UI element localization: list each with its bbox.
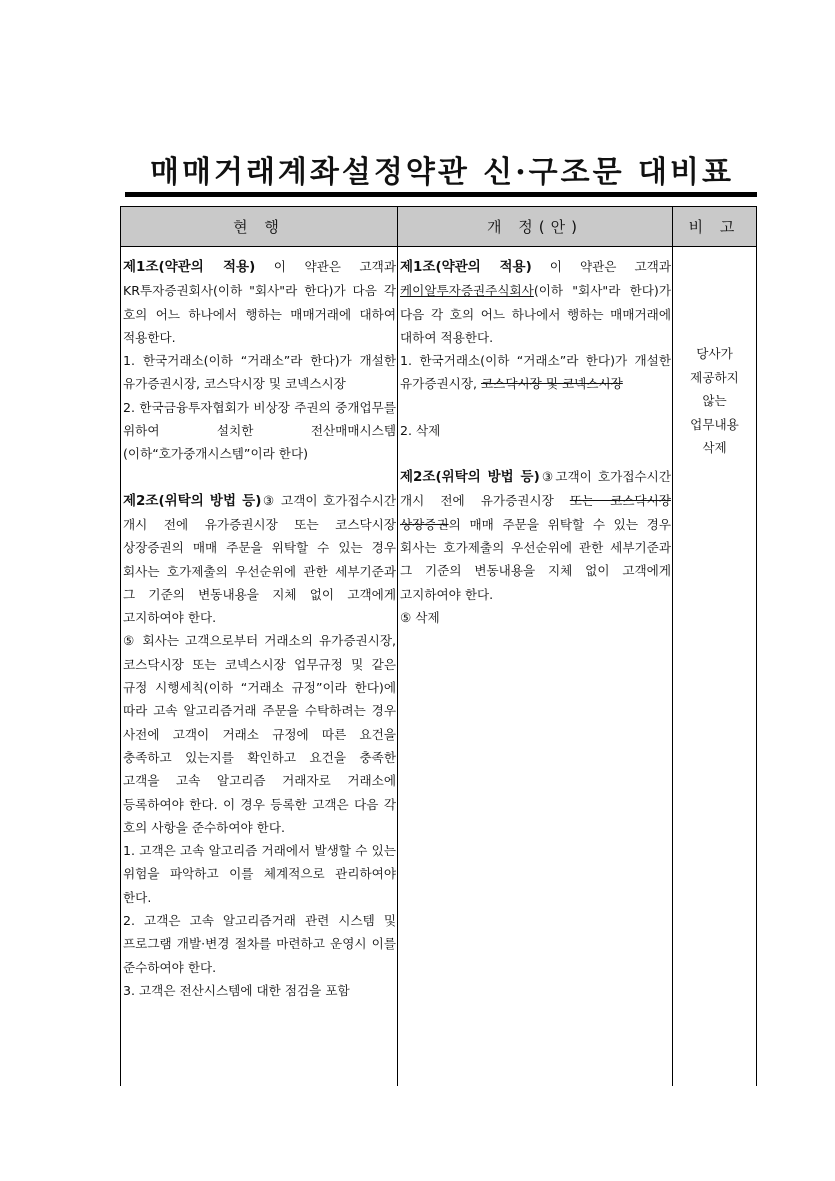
- comparison-table: [120, 206, 757, 1086]
- article-body: 이 약관은 고객과 KR투자증권회사(이하 "회사"라 한다)가 다음 각 호의 어느 하나에서 행하는 매매거래에 대하여 적용한다.: [123, 259, 396, 345]
- title-underline: [125, 192, 757, 197]
- current-article-2-para-5-item-1: 1. 고객은 고속 알고리즘 거래에서 발생할 수 있는 위험을 파악하고 이를 체계적으로 관리하여야 한다.: [123, 843, 396, 905]
- revised-article-1-item-2: 2. 삭제: [400, 422, 441, 438]
- current-article-1-item-2: 2. 한국금융투자협회가 비상장 주권의 중개업무를 위하여 설치한 전산매매시스템(이하“호가중개시스템”이라 한다): [123, 399, 396, 462]
- column-current: [120, 247, 398, 1086]
- revised-article-1-item-1: 1. 한국거래소(이하 “거래소”라 한다)가 개설한 유가증권시장, 코스닥시장 및 코넥스시장: [400, 353, 671, 392]
- current-article-1-item-1: 1. 한국거래소(이하 “거래소”라 한다)가 개설한 유가증권시장, 코스닥시장 및 코넥스시장: [123, 353, 396, 392]
- current-article-2-para-5-item-2: 2. 고객은 고속 알고리즘거래 관련 시스템 및 프로그램 개발·변경 절차를 마련하고 운영시 이를 준수하여야 한다.: [123, 913, 396, 975]
- revised-article-2-para-3: 제2조(위탁의 방법 등)③고객이 호가접수시간 개시 전에 유가증권시장 또는 코스닥시장 상장증권의 매매 주문을 위탁할 수 있는 경우 회사는 호가제출의 우선순위에 관한 세부기준과 그 기준의 변동내용을 지체 없이 고객에게 고지하여야 한다.: [400, 469, 671, 602]
- article-heading: 제2조(위탁의 방법 등): [400, 469, 540, 486]
- article-body: ③ 고객이 호가접수시간 개시 전에 유가증권시장 또는 코스닥시장 상장증권의 매매 주문을 위탁할 수 있는 경우 회사는 호가제출의 우선순위에 관한 세부기준과 그 기준의 변동내용을 지체 없이 고객에게 고지하여야 한다.: [123, 492, 396, 626]
- current-article-2-para-5-item-3: 3. 고객은 전산시스템에 대한 점검을 포함: [123, 982, 350, 998]
- remark-note: 당사가 제공하지 않는 업무내용 삭제: [690, 346, 739, 455]
- article-heading: 제1조(약관의 적용): [123, 259, 256, 275]
- revised-article-2-para-5: ⑤ 삭제: [400, 609, 440, 625]
- header-remark: 비 고: [672, 206, 757, 247]
- column-remark: [672, 247, 757, 1086]
- current-article-1: [123, 255, 396, 349]
- article-heading: 제2조(위탁의 방법 등): [123, 492, 262, 509]
- header-current: 현 행: [120, 206, 398, 247]
- revised-company-name: 케이알투자증권주식회사: [400, 283, 534, 299]
- header-revised: 개 정(안): [397, 206, 673, 247]
- struck-text: 코스닥시장 및 코넥스시장: [481, 376, 623, 392]
- current-article-2-para-5: ⑤ 회사는 고객으로부터 거래소의 유가증권시장, 코스닥시장 또는 코넥스시장 업무규정 및 같은 규정 시행세칙(이하 “거래소 규정”이라 한다)에 따라 고속 알고리즘거래 주문을 수탁하려는 경우 사전에 고객이 거래소 규정에 따른 요건을 충족하고 있는지를 확인하고 요건을 충족한 고객을 고속 알고리즘 거래자로 거래소에 등록하여야 한다. 이 경우 등록한 고객은 다음 각 호의 사항을 준수하여야 한다.: [123, 633, 396, 835]
- current-article-2-para-3: [123, 489, 396, 630]
- struck-text: 또는 코스닥시장 상장증권: [400, 493, 671, 532]
- column-revised: [397, 247, 673, 1086]
- article-heading: 제1조(약관의 적용): [400, 259, 532, 275]
- page-title: 매매거래계좌설정약관 신·구조문 대비표: [150, 155, 734, 190]
- revised-article-1: 제1조(약관의 적용) 이 약관은 고객과 케이알투자증권주식회사(이하 "회사"라 한다)가 다음 각 호의 어느 하나에서 행하는 매매거래에 대하여 적용한다.: [400, 259, 671, 345]
